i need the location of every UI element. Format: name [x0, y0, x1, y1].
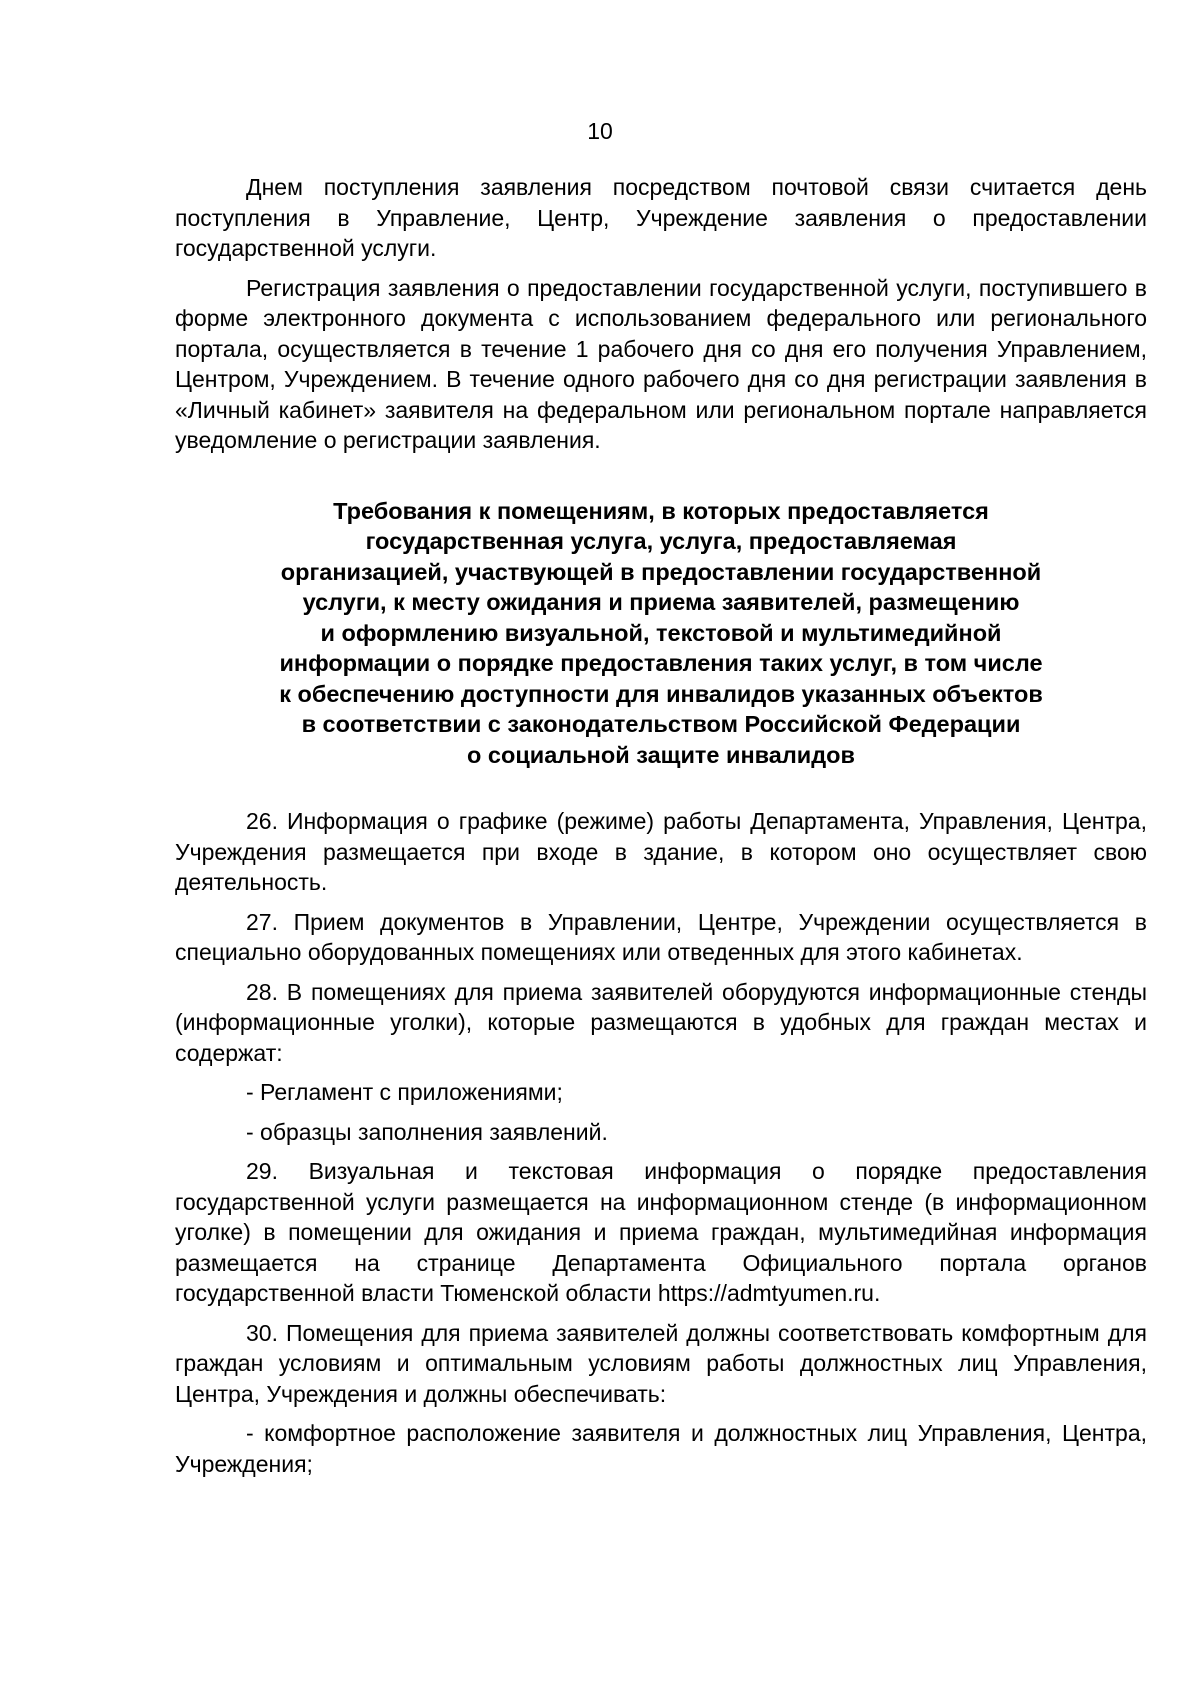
paragraph-electronic-registration: Регистрация заявления о предоставлении государственной услуги, поступившего в форме электронного документа с использованием федерального или регионального портала, осуществляется в течение 1 рабочего дня со дня его получения Управлением, Центром, Учреждением. В течение одного рабочего дня со дня регистрации заявления в «Личный кабинет» заявителя на федеральном или региональном портале направляется уведомление о регистрации заявления.: [175, 274, 1147, 453]
heading-line: государственная услуга, услуга, предоставляемая: [365, 528, 957, 554]
heading-line: услуги, к месту ожидания и приема заявителей, размещению: [302, 589, 1020, 615]
clause-30: 30. Помещения для приема заявителей должны соответствовать комфортным для граждан условиям и оптимальным условиям работы должностных лиц Управления, Центра, Учреждения и должны обеспечивать:: [175, 1319, 1147, 1407]
list-item-samples: - образцы заполнения заявлений.: [246, 1118, 608, 1145]
list-item-comfortable-placement: - комфортное расположение заявителя и должностных лиц Управления, Центра, Учреждения;: [175, 1420, 1147, 1477]
heading-line: к обеспечению доступности для инвалидов указанных объектов: [279, 680, 1043, 707]
list-item-regulation: - Регламент с приложениями;: [246, 1079, 563, 1105]
clause-26: 26. Информация о графике (режиме) работы Департамента, Управления, Центра, Учреждения размещается при входе в здание, в котором оно осуществляет свою деятельность.: [175, 808, 1147, 895]
page-number: 10: [587, 118, 613, 144]
section-heading: [175, 496, 1147, 771]
heading-line: Требования к помещениям, в которых предоставляется: [333, 497, 989, 524]
heading-line: и оформлению визуальной, текстовой и мультимедийной: [320, 619, 1002, 646]
heading-line: о социальной защите инвалидов: [467, 741, 855, 768]
heading-line: в соответствии с законодательством Российской Федерации: [301, 711, 1021, 737]
clause-27: 27. Прием документов в Управлении, Центре, Учреждении осуществляется в специально оборудованных помещениях или отведенных для этого кабинетах.: [175, 908, 1147, 965]
paragraph-receipt-date: Днем поступления заявления посредством почтовой связи считается день поступления в Управление, Центр, Учреждение заявления о предоставлении государственной услуги.: [175, 174, 1147, 261]
clause-29: 29. Визуальная и текстовая информация о порядке предоставления государственной услуги размещается на информационном стенде (в информационном уголке) в помещении для ожидания и приема граждан, мультимедийная информация размещается на странице Департамента Официального портала органов государственной власти Тюменской области https://admtyumen.ru.: [175, 1158, 1147, 1306]
clause-28: 28. В помещениях для приема заявителей оборудуются информационные стенды (информационные уголки), которые размещаются в удобных для граждан местах и содержат:: [175, 978, 1147, 1066]
document-body: [175, 172, 1147, 1488]
heading-line: организацией, участвующей в предоставлении государственной: [280, 558, 1042, 585]
heading-line: информации о порядке предоставления таких услуг, в том числе: [279, 650, 1043, 676]
